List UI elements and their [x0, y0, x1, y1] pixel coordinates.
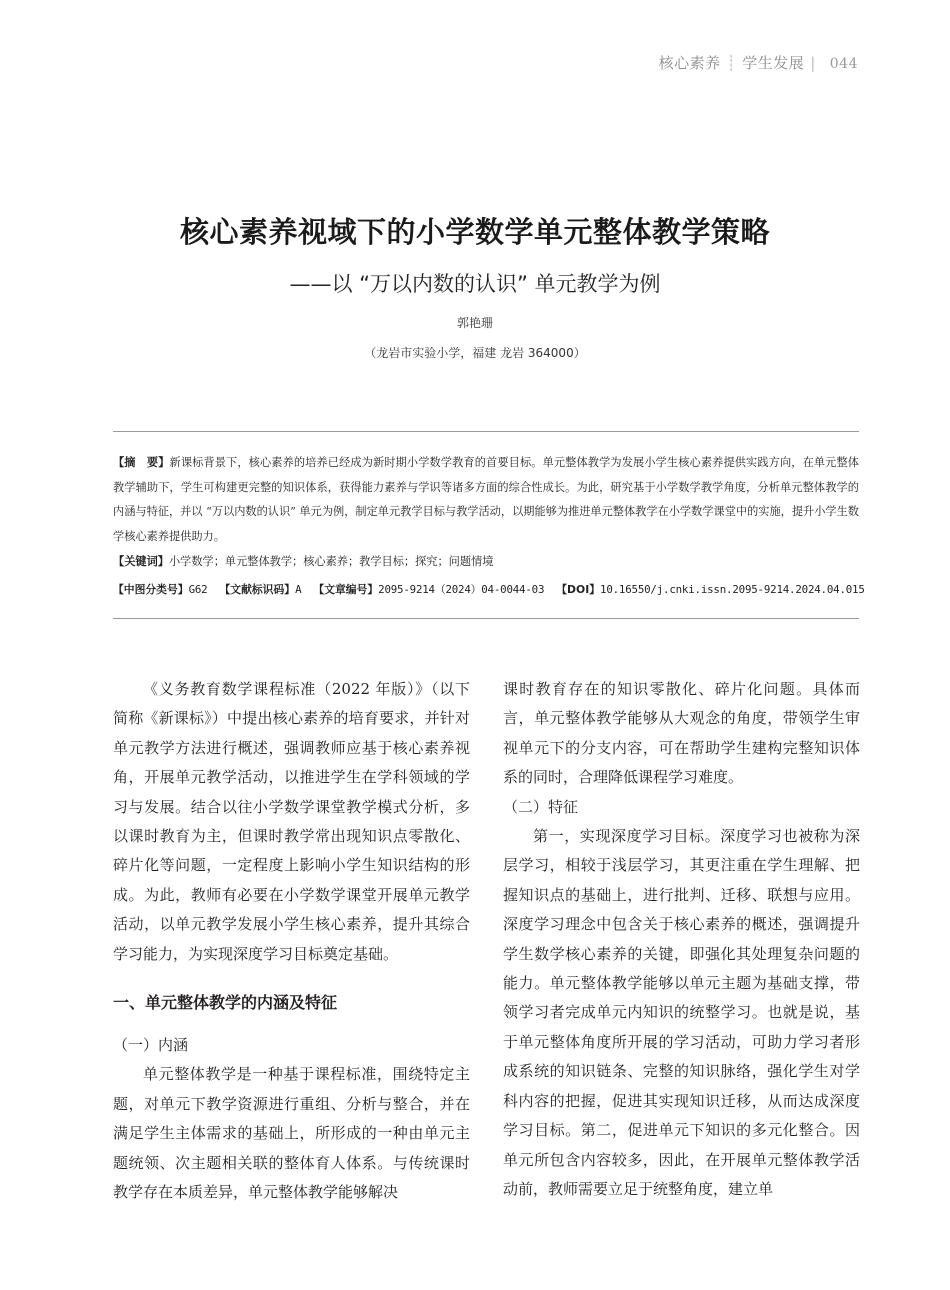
- journal-subsection: 学生发展: [742, 54, 805, 72]
- article-subtitle: ——以 “万以内数的认识” 单元教学为例: [289, 272, 661, 296]
- keywords-label: 【关键词】: [113, 555, 169, 568]
- classification-line: [113, 578, 865, 602]
- doc-code-label: 【文献标识码】: [219, 583, 296, 596]
- abstract-label: 【摘 要】: [113, 456, 170, 469]
- subsection-heading: （一）内涵: [113, 1036, 189, 1055]
- body-column-right: [503, 675, 860, 1204]
- clc-label: 【中图分类号】: [113, 583, 189, 596]
- continued-paragraph: 课时教育存在的知识零散化、碎片化问题。具体而言，单元整体教学能够从大观念的角度，带领学生审视单元下的分支内容，可在帮助学生建构完整知识体系的同时，合理降低课程学习难度。: [503, 680, 860, 787]
- doc-code-value: A: [295, 583, 302, 596]
- author-affiliation: （龙岩市实验小学，福建 龙岩 364000）: [364, 346, 586, 360]
- subsection-paragraph-2: 第一，实现深度学习目标。深度学习也被称为深层学习，相较于浅层学习，其更注重在学生理解、把握知识点的基础上，进行批判、迁移、联想与应用。深度学习理念中包含关于核心素养的概述，强调提升学生数学核心素养的关键，即强化其处理复杂问题的能力。单元整体教学能够以单元主题为基础支撑，带领学习者完成单元内知识的统整学习。也就是说，基于单元整体角度所开展的学习活动，可助力学习者形成系统的知识链条、完整的知识脉络，强化学生对学科内容的把握，促进其实现知识迁移，从而达成深度学习目标。第二，促进单元下知识的多元化整合。因单元所包含内容较多，因此，在开展单元整体教学活动前，教师需要立足于统整角度，建立单: [503, 827, 860, 1198]
- article-number-value: 2095-9214（2024）04-0044-03: [378, 583, 545, 596]
- subsection-heading-2: （二）特征: [503, 797, 579, 816]
- author-name: 郭艳珊: [456, 316, 493, 330]
- body-column-left: [113, 675, 470, 1208]
- running-header: [659, 52, 858, 73]
- section-heading: 一、单元整体教学的内涵及特征: [113, 993, 338, 1013]
- header-separator: ┊: [726, 54, 737, 72]
- keywords-block: [113, 550, 859, 574]
- journal-section: 核心素养: [658, 54, 721, 72]
- doi-value: 10.16550/j.cnki.issn.2095-9214.2024.04.015: [600, 583, 865, 596]
- page-number: 044: [829, 56, 858, 72]
- intro-paragraph: 《义务教育数学课程标准（2022 年版）》（以下简称《新课标》）中提出核心素养的培育要求，并针对单元教学方法进行概述，强调教师应基于核心素养视角，开展单元教学活动，以推进学生在学科领域的学习与发展。结合以往小学数学课堂教学模式分析，多以课时教育为主，但课时教学常出现知识点零散化、碎片化等问题，一定程度上影响小学生知识结构的形成。为此，教师有必要在小学数学课堂开展单元教学活动，以单元教学发展小学生核心素养，提升其综合学习能力，为实现深度学习目标奠定基础。: [113, 680, 470, 963]
- doi-label: 【DOI】: [556, 583, 601, 596]
- article-title: 核心素养视域下的小学数学单元整体教学策略: [179, 215, 770, 249]
- abstract-block: [113, 451, 859, 549]
- abstract-bottom-rule: [113, 618, 859, 619]
- abstract-top-rule: [113, 431, 859, 432]
- article-number-label: 【文章编号】: [313, 583, 379, 596]
- subsection-paragraph: 单元整体教学是一种基于课程标准，围绕特定主题，对单元下教学资源进行重组、分析与整合，并在满足学生主体需求的基础上，所形成的一种由单元主题统领、次主题相关联的整体育人体系。与传统课时教学存在本质差异，单元整体教学能够解决: [113, 1065, 470, 1202]
- abstract-text: 新课标背景下，核心素养的培养已经成为新时期小学数学教育的首要目标。单元整体教学为发展小学生核心素养提供实践方向，在单元整体教学辅助下，学生可构建更完整的知识体系，获得能力素养与学识等诸多方面的综合性成长。为此，研究基于小学数学教学角度，分析单元整体教学的内涵与特征，并以 “万以内数的认识” 单元为例，制定单元教学目标与教学活动，以期能够为推进单元整体教学在小学数学课堂中的实施，提升小学生数学核心素养提供助力。: [113, 456, 859, 543]
- clc-value: G62: [188, 583, 208, 596]
- header-separator-2: |: [810, 54, 816, 72]
- keywords-text: 小学数学；单元整体教学；核心素养；教学目标；探究；问题情境: [168, 555, 494, 568]
